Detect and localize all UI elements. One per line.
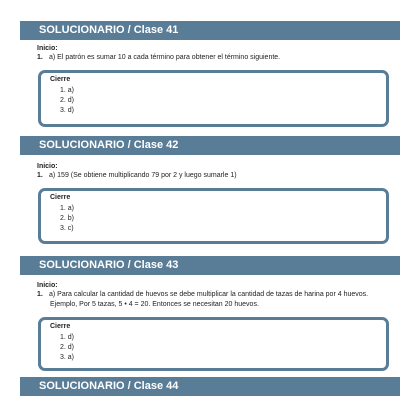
- answer-number: 1.: [37, 172, 43, 179]
- answer-text: a) Para calcular la cantidad de huevos se debe multiplicar la cantidad de tazas de harina por 4 huevos.: [49, 291, 369, 298]
- answer-text: a) 159 (Se obtiene multiplicando 79 por 2 y luego sumarle 1): [49, 172, 237, 179]
- cierre-box: [38, 70, 389, 127]
- cierre-item: 3. d): [60, 107, 75, 114]
- cierre-item: 3. a): [60, 354, 75, 361]
- answer-number: 1.: [37, 291, 43, 298]
- inicio-label: Inicio:: [37, 163, 58, 170]
- inicio-label: Inicio:: [37, 45, 58, 52]
- cierre-box: [38, 317, 389, 371]
- section-header-clase-42: SOLUCIONARIO / Clase 42: [20, 136, 400, 155]
- cierre-item: 2. b): [60, 215, 75, 222]
- section-header-clase-41: SOLUCIONARIO / Clase 41: [20, 21, 400, 40]
- cierre-item: 2. d): [60, 97, 75, 104]
- cierre-item: 1. d): [60, 334, 75, 341]
- inicio-label: Inicio:: [37, 282, 58, 289]
- cierre-list: [60, 333, 74, 363]
- cierre-box: [38, 188, 389, 244]
- cierre-item: 3. c): [60, 225, 74, 232]
- answer-continuation: Ejemplo, Por 5 tazas, 5 • 4 = 20. Entonces se necesitan 20 huevos.: [50, 301, 259, 308]
- cierre-list: [60, 86, 74, 116]
- answer-number: 1.: [37, 54, 43, 61]
- inicio-answer: [37, 171, 387, 181]
- section-header-clase-44: SOLUCIONARIO / Clase 44: [20, 377, 400, 396]
- inicio-answer: [37, 290, 387, 310]
- cierre-title: Cierre: [50, 323, 71, 330]
- cierre-item: 1. a): [60, 87, 75, 94]
- cierre-item: 2. d): [60, 344, 75, 351]
- cierre-list: [60, 204, 74, 234]
- cierre-title: Cierre: [50, 76, 71, 83]
- cierre-item: 1. a): [60, 205, 75, 212]
- inicio-answer: [37, 53, 387, 63]
- section-header-clase-43: SOLUCIONARIO / Clase 43: [20, 256, 400, 275]
- answer-text: a) El patrón es sumar 10 a cada término para obtener el término siguiente.: [49, 54, 281, 61]
- cierre-title: Cierre: [50, 194, 71, 201]
